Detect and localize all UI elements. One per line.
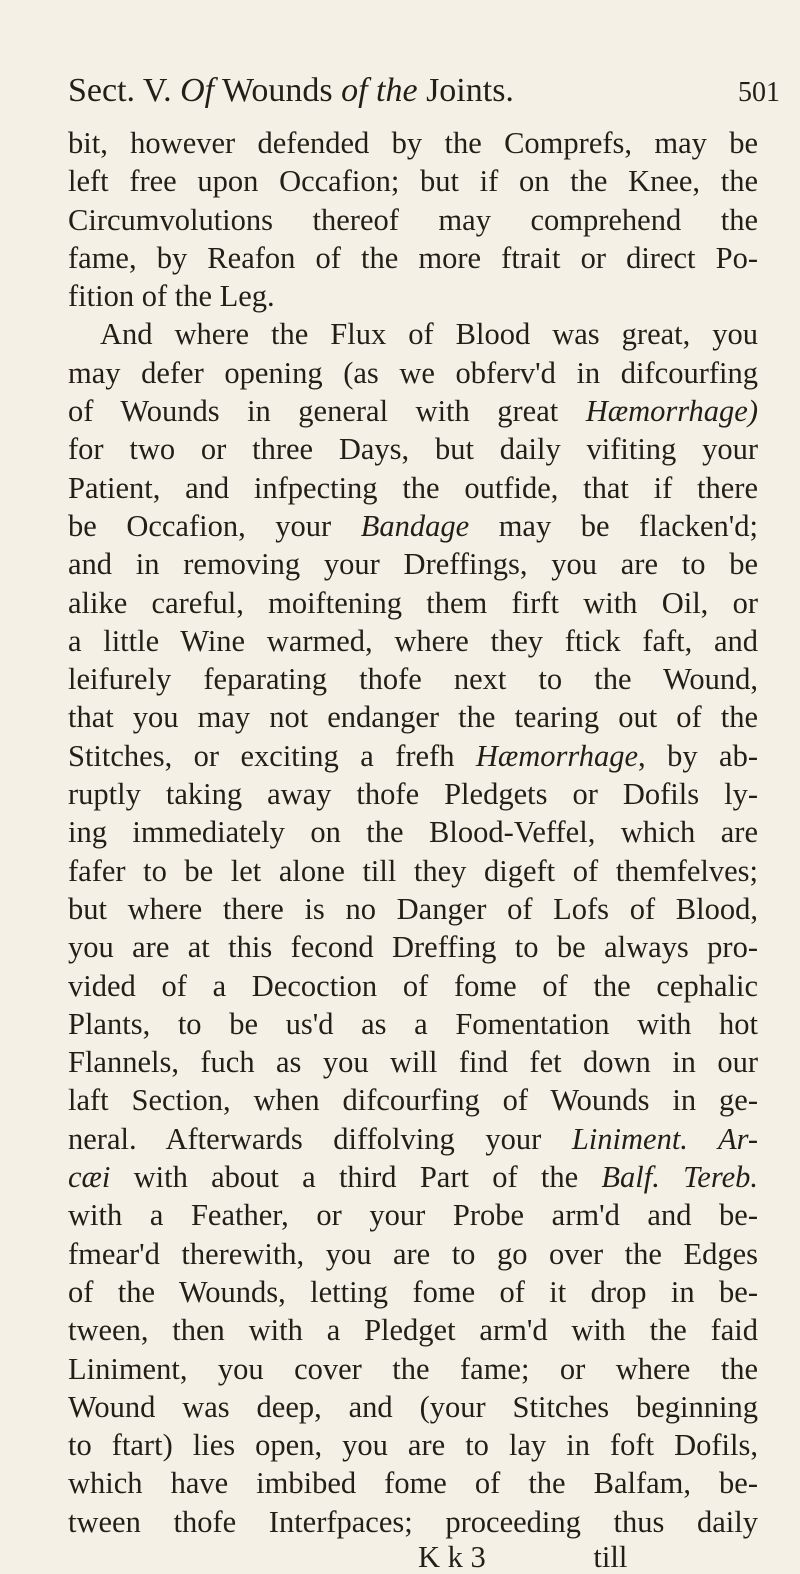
text-line: Plants, to be us'd as a Fomentation with hot [68, 1006, 758, 1041]
running-head [68, 68, 514, 114]
italic-term: Hæmorrhage [475, 738, 639, 773]
text-line: leifurely feparating thofe next to the Wound, [68, 662, 758, 697]
text-segment: with about a third Part of the [133, 1160, 579, 1195]
text-line: which have imbibed fome of the Balfam, be- [68, 1466, 758, 1501]
text-line: fition of the Leg. [68, 279, 275, 314]
text-line: tween thofe Interfpaces; proceeding thus daily [68, 1504, 758, 1539]
text-line: tween, then with a Pledget arm'd with the faid [68, 1313, 758, 1348]
page-number: 501 [738, 77, 780, 108]
text-line [68, 1120, 758, 1158]
text-line: ruptly taking away thofe Pledgets or Dofils ly- [68, 777, 758, 812]
text-line: left free upon Occafion; but if on the Knee, the [68, 164, 758, 199]
text-line: and in removing your Dreffings, you are to be [68, 547, 758, 582]
footer-line [68, 1541, 758, 1573]
text-line: Wound was deep, and (your Stitches beginning [68, 1389, 758, 1424]
text-line: bit, however defended by the Comprefs, may be [68, 126, 758, 160]
text-line: alike careful, moiftening them firft with Oil, or [68, 585, 758, 620]
italic-term: Bandage [360, 508, 470, 543]
section-label: Sect. V. [68, 72, 172, 109]
page-header [68, 68, 780, 118]
text-segment: neral. Afterwards diffolving your [68, 1121, 542, 1156]
italic-term: Hæmorrhage) [585, 394, 758, 429]
text-segment: Stitches, or exciting a frefh [68, 738, 455, 773]
text-line: of the Wounds, letting fome of it drop in be- [68, 1274, 758, 1309]
text-line: to ftart) lies open, you are to lay in foft Dofils, [68, 1428, 758, 1463]
text-line: fafer to be let alone till they digeft of themfelves; [68, 853, 758, 888]
text-line: Circumvolutions thereof may comprehend the [68, 202, 758, 237]
text-line: ing immediately on the Blood-Veffel, which are [68, 815, 758, 850]
text-line: but where there is no Danger of Lofs of Blood, [68, 891, 758, 926]
title-of-the: of the [341, 72, 418, 109]
text-segment: may be flacken'd; [498, 508, 759, 543]
body-text [68, 124, 758, 1573]
italic-term: Liniment. Ar- [571, 1121, 759, 1156]
text-line: for two or three Days, but daily vifiting your [68, 432, 758, 467]
text-line: laft Section, when difcourfing of Wounds in ge- [68, 1083, 758, 1118]
text-line [68, 1158, 758, 1196]
title-joints: Joints. [426, 72, 514, 109]
text-line: may defer opening (as we obferv'd in difcourfing [68, 355, 758, 390]
text-line: And where the Flux of Blood was great, you [100, 317, 758, 352]
text-line [68, 392, 758, 430]
text-line: that you may not endanger the tearing out of the [68, 700, 758, 735]
text-segment: be Occafion, your [68, 508, 332, 543]
text-line [68, 737, 758, 775]
italic-term: Balf. Tereb. [601, 1160, 758, 1195]
text-line: Liniment, you cover the fame; or where the [68, 1351, 758, 1386]
catchword: till [593, 1539, 628, 1574]
signature-mark: K k 3 [418, 1539, 486, 1574]
text-line: Patient, and infpecting the outfide, that if there [68, 470, 758, 505]
title-wounds: Wounds [221, 72, 333, 109]
italic-term: cæi [68, 1160, 111, 1195]
text-line: fmear'd therewith, you are to go over the Edges [68, 1236, 758, 1271]
text-line: vided of a Decoction of fome of the cephalic [68, 968, 758, 1003]
text-line: fame, by Reafon of the more ftrait or direct Po- [68, 240, 758, 275]
text-segment: , by ab- [638, 738, 758, 773]
text-line: Flannels, fuch as you will find fet down in our [68, 1045, 758, 1080]
text-line [68, 507, 758, 545]
text-line: with a Feather, or your Probe arm'd and be- [68, 1198, 758, 1233]
text-line: you are at this fecond Dreffing to be always pro- [68, 930, 758, 965]
text-line: a little Wine warmed, where they ftick faft, and [68, 623, 758, 658]
text-segment: of Wounds in general with great [68, 394, 559, 429]
title-of: Of [180, 72, 215, 109]
